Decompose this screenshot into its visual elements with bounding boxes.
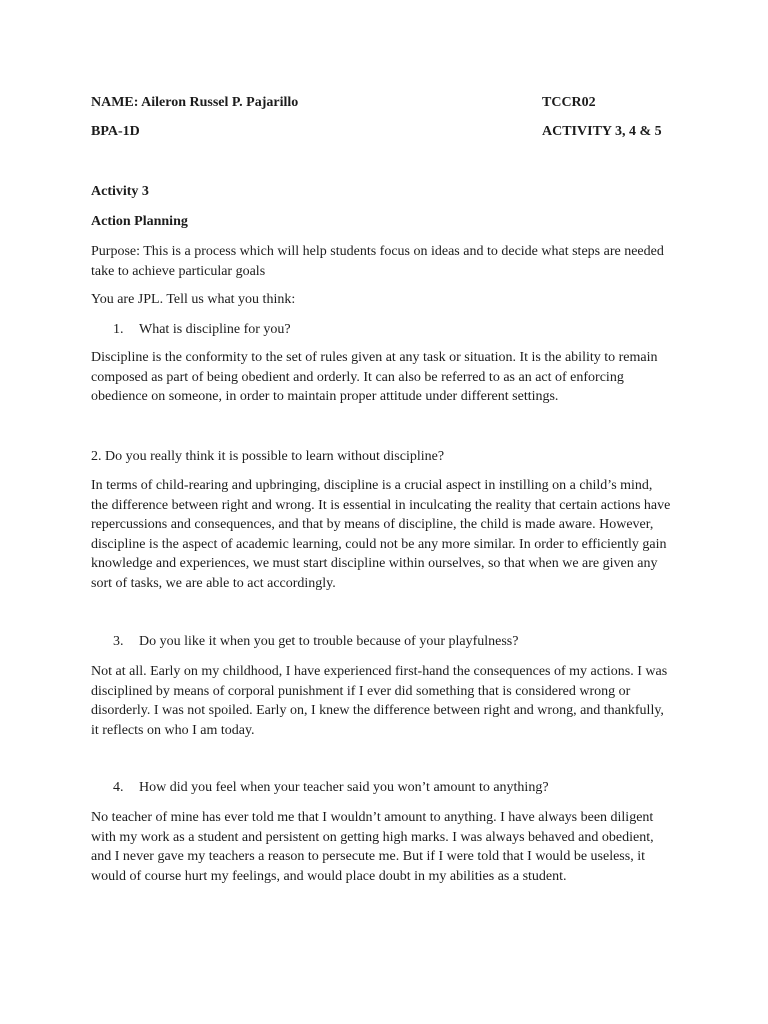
intro-text: You are JPL. Tell us what you think:	[91, 292, 296, 307]
question-1-number: 1.	[113, 322, 124, 337]
purpose-paragraph: Purpose: This is a process which will help students focus on ideas and to decide what steps are needed take to achieve particular goals	[91, 244, 664, 279]
answer-3: Not at all. Early on my childhood, I have experienced first-hand the consequences of my actions. I was disciplined by means of corporal punishment if I ever did something that is considered wrong or disorderly. I was not spoiled. Early on, I knew the difference between right and wrong, and thankfully, it reflects on who I am today.	[91, 664, 668, 738]
question-4	[113, 778, 673, 798]
activity-title: Activity 3	[91, 184, 149, 199]
document-page	[91, 0, 673, 1024]
question-4-number: 4.	[113, 780, 124, 795]
question-3-number: 3.	[113, 634, 124, 649]
question-1	[113, 320, 673, 340]
question-2: 2. Do you really think it is possible to learn without discipline?	[91, 449, 445, 464]
answer-1: Discipline is the conformity to the set of rules given at any task or situation. It is the ability to remain composed as part of being obedient and orderly. It can also be referred to as an act of enforcing obedience on someone, in order to maintain proper attitude under different settings.	[91, 350, 658, 404]
question-4-text: How did you feel when your teacher said you won’t amount to anything?	[139, 780, 549, 795]
question-3	[113, 632, 673, 652]
section-subtitle: Action Planning	[91, 214, 188, 229]
answer-2: In terms of child-rearing and upbringing, discipline is a crucial aspect in instilling on a child’s mind, the difference between right and wrong. It is essential in inculcating the reality that certain actions have repercussions and consequences, and that by means of discipline, the child is made aware. However, discipline is the aspect of academic learning, could not be any more similar. In order to efficiently gain knowledge and experiences, we must start discipline within ourselves, so that when we are given any sort of tasks, we are able to act accordingly.	[91, 478, 671, 591]
question-1-text: What is discipline for you?	[139, 322, 291, 337]
student-name: NAME: Aileron Russel P. Pajarillo	[91, 95, 299, 110]
answer-4: No teacher of mine has ever told me that I wouldn’t amount to anything. I have always been diligent with my work as a student and persistent on getting high marks. I was always behaved and obedient, and I never gave my teachers a reason to persecute me. But if I were told that I would be useless, it would of course hurt my feelings, and would place doubt in my abilities as a student.	[91, 810, 654, 884]
question-3-text: Do you like it when you get to trouble because of your playfulness?	[139, 634, 519, 649]
course-code: TCCR02	[542, 95, 596, 110]
activity-label: ACTIVITY 3, 4 & 5	[542, 124, 662, 139]
section-label: BPA-1D	[91, 124, 140, 139]
